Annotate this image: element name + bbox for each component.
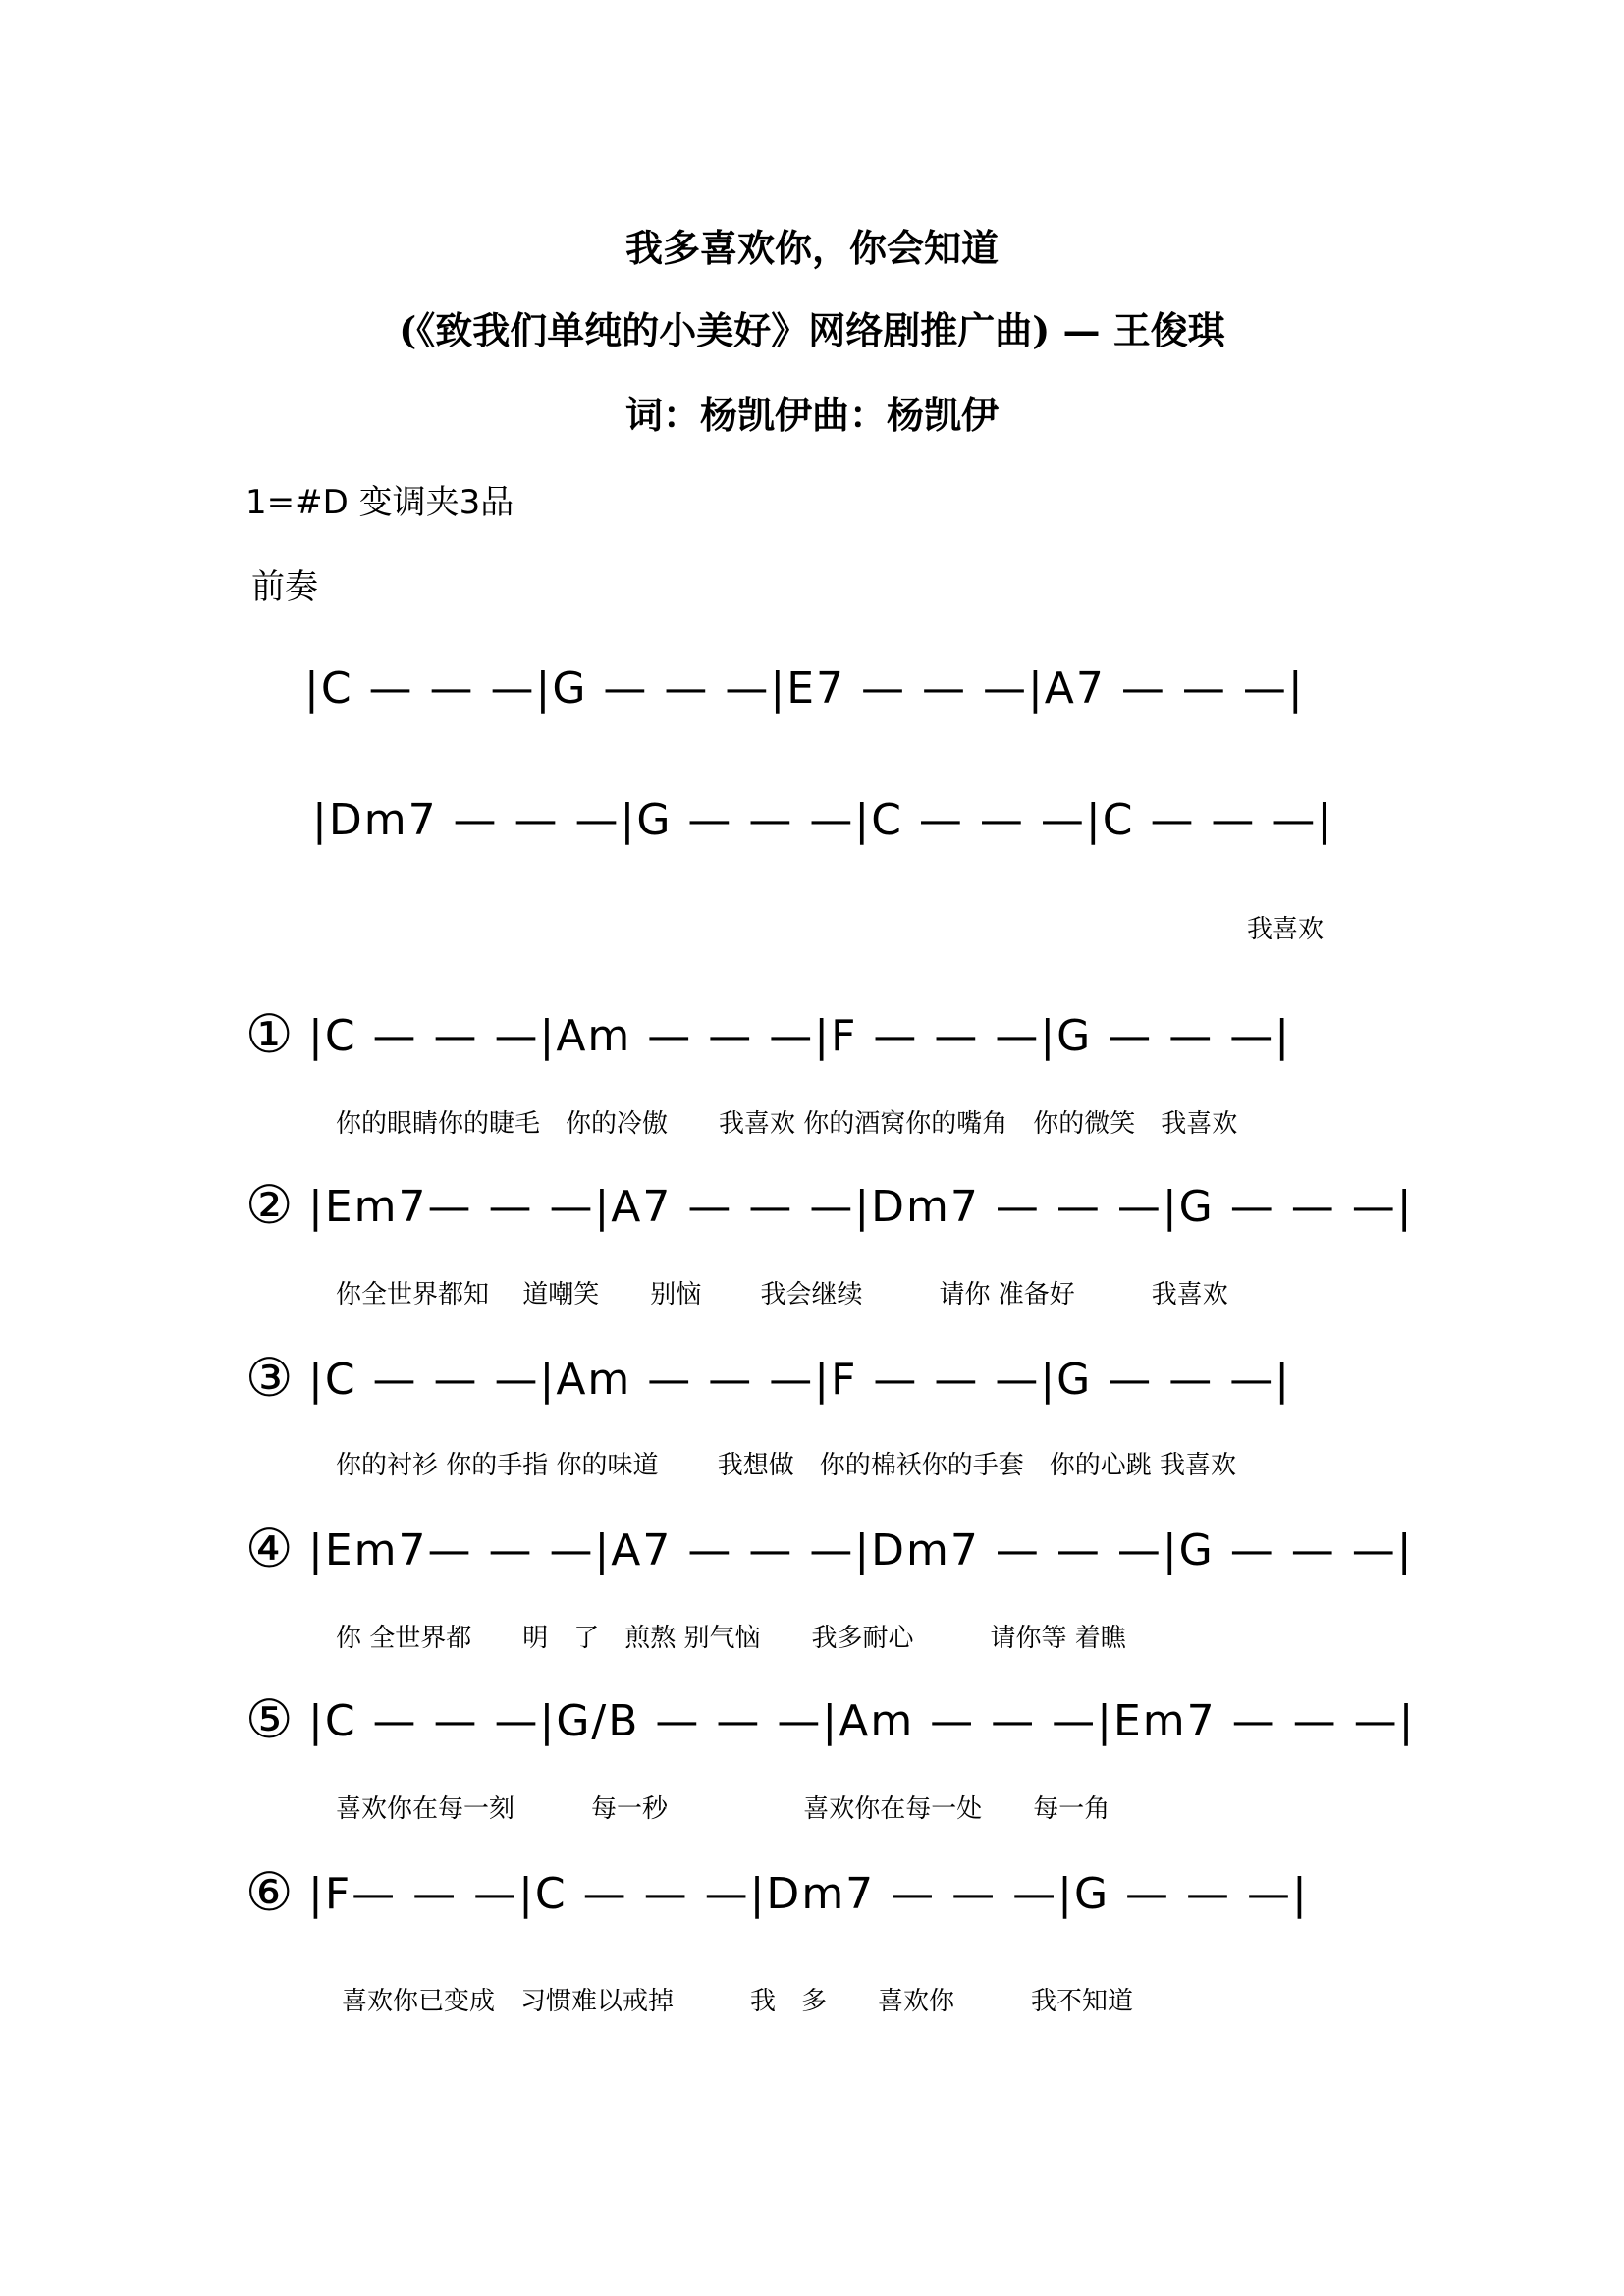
song-subtitle: (《致我们单纯的小美好》网络剧推广曲) — 王俊琪 — [399, 308, 1225, 352]
verse-marker-6: ⑥ — [245, 1861, 294, 1923]
verse-chords-1: |C — — —|Am — — —|F — — —|G — — —| — [308, 1011, 1292, 1061]
song-title: 我多喜欢你，你会知道 — [624, 226, 999, 270]
verse-lyrics-1: 你的眼睛你的睫毛 你的冷傲 我喜欢 你的酒窝你的嘴角 你的微笑 我喜欢 — [336, 1109, 1238, 1139]
verse-chords-5: |C — — —|G/B — — —|Am — — —|Em7 — — —| — [308, 1696, 1416, 1746]
key-info: 1=#D 变调夹3品 — [245, 483, 514, 522]
intro-chords-2: |Dm7 — — —|G — — —|C — — —|C — — —| — [312, 795, 1334, 845]
verse-chords-6: |F— — —|C — — —|Dm7 — — —|G — — —| — [308, 1869, 1309, 1919]
verse-chords-2: |Em7— — —|A7 — — —|Dm7 — — —|G — — —| — [308, 1182, 1414, 1232]
verse-lyrics-3: 你的衬衫 你的手指 你的味道 我想做 你的棉袄你的手套 你的心跳 我喜欢 — [336, 1451, 1237, 1480]
verse-marker-3: ③ — [245, 1347, 294, 1409]
verse-marker-1: ① — [245, 1003, 294, 1065]
song-credits: 词：杨凯伊曲：杨凯伊 — [624, 393, 999, 437]
verse-marker-4: ④ — [245, 1518, 294, 1579]
verse-lyrics-4: 你 全世界都 明 了 煎熬 别气恼 我多耐心 请你等 着瞧 — [336, 1624, 1126, 1653]
verse-lyrics-2: 你全世界都知 道嘲笑 别恼 我会继续 请你 准备好 我喜欢 — [336, 1280, 1228, 1309]
verse-chords-4: |Em7— — —|A7 — — —|Dm7 — — —|G — — —| — [308, 1525, 1414, 1575]
verse-marker-5: ⑤ — [245, 1688, 294, 1750]
pickup-lyric: 我喜欢 — [1247, 915, 1325, 944]
verse-lyrics-6: 喜欢你已变成 习惯难以戒掉 我 多 喜欢你 我不知道 — [342, 1987, 1134, 2016]
intro-label: 前奏 — [251, 567, 318, 607]
intro-chords-1: |C — — —|G — — —|E7 — — —|A7 — — —| — [304, 664, 1305, 714]
verse-lyrics-5: 喜欢你在每一刻 每一秒 喜欢你在每一处 每一角 — [336, 1794, 1110, 1824]
verse-chords-3: |C — — —|Am — — —|F — — —|G — — —| — [308, 1355, 1292, 1405]
verse-marker-2: ② — [245, 1174, 294, 1236]
